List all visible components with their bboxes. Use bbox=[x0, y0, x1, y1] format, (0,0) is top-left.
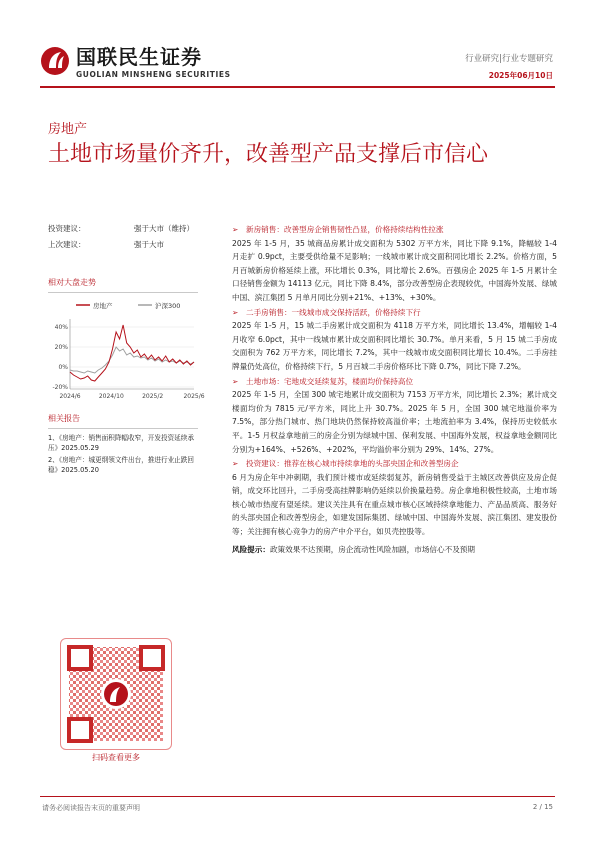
y-tick-label: -20% bbox=[52, 384, 68, 391]
report-date: 2025年06月10日 bbox=[488, 71, 553, 80]
section-heading-text: 土地市场：宅地成交延续复苏，楼面均价保持高位 bbox=[246, 376, 414, 386]
arrow-bullet-icon: ➢ bbox=[232, 376, 239, 386]
legend-label: 房地产 bbox=[93, 302, 113, 310]
risk-warning bbox=[232, 543, 557, 557]
legend-label: 沪深300 bbox=[155, 302, 181, 310]
risk-text: 政策效果不达预期，房企流动性风险加剧，市场信心不及预期 bbox=[269, 544, 475, 554]
page-number: 2 / 15 bbox=[532, 803, 553, 811]
section-text-land-market: 2025 年 1-5 月，全国 300 城宅地累计成交面积为 7153 万平方米，同比增长 2.3%；累计成交楼面均价为 7815 元/平方米，同比上升 30.7%。2025 年 5 月，全国 300 城宅地溢价率为 7.5%，部分热门城市、热门地块仍然保持较高溢价率；土地流拍率为 3.4%，保持历史较低水平。1-5 月权益拿地前三的房企分别为绿城中国、保利发展、中国海外发展，权益拿地金额同比分别为+164%、+526%、+202%，平均溢价率分别为 29%、14%、27%。 bbox=[232, 390, 557, 454]
company-name-cn: 国联民生证券 bbox=[76, 45, 202, 69]
y-tick-label: 0% bbox=[58, 364, 68, 371]
footer-disclaimer: 请务必阅读报告末页的重要声明 bbox=[42, 804, 140, 812]
x-tick-label: 2024/6 bbox=[59, 393, 81, 400]
y-tick-label: 20% bbox=[54, 344, 68, 351]
rating-row bbox=[48, 223, 198, 239]
qr-caption: 扫码查看更多 bbox=[92, 753, 140, 762]
report-type: 行业研究|行业专题研究 bbox=[465, 54, 553, 64]
chart-heading-rule bbox=[48, 292, 198, 293]
company-logo-icon bbox=[40, 46, 70, 76]
related-report-item[interactable]: 2、《房地产：城更纲领文件出台，推进行业止跌回稳》2025.05.20 bbox=[48, 456, 194, 474]
report-title: 土地市场量价齐升，改善型产品支撑后市信心 bbox=[48, 142, 489, 167]
header-divider bbox=[40, 86, 555, 88]
footer-divider bbox=[40, 796, 555, 797]
arrow-bullet-icon: ➢ bbox=[232, 307, 239, 317]
section-heading-second-hand bbox=[232, 306, 557, 320]
qr-code[interactable] bbox=[60, 638, 172, 750]
section-text-investment: 6 月为房企年中冲刺期，我们预计楼市或延续弱复苏，新房销售受益于主城区改善供应及房企促销，成交环比回升，二手房受高挂牌影响仍延续以价换量趋势。房企拿地积极性较高，土地市场核心城市热度有望延续。建议关注具有在重点城市核心区域持续拿地能力、产品品质高、服务好的头部央国企和改善型房企，如建发国际集团、绿城中国、中国海外发展、滨江集团、建发股份等；关注拥有核心竞争力的房产中介平台，如贝壳控股等。 bbox=[232, 472, 557, 537]
qr-code-icon bbox=[61, 639, 171, 749]
sidebar bbox=[48, 223, 205, 477]
series-line-real-estate bbox=[70, 325, 194, 381]
page-header bbox=[0, 0, 595, 90]
arrow-bullet-icon: ➢ bbox=[232, 225, 239, 234]
report-body bbox=[232, 222, 557, 556]
section-heading-investment bbox=[232, 457, 557, 471]
previous-rating-label: 上次建议： bbox=[48, 240, 86, 249]
section-heading-land-market bbox=[232, 375, 557, 389]
rating-value: 强于大市（维持） bbox=[134, 224, 194, 233]
section-heading-new-home bbox=[232, 223, 557, 237]
risk-label: 风险提示： bbox=[232, 544, 270, 554]
section-heading-text: 新房销售：改善型房企销售韧性凸显，价格持续结构性拉涨 bbox=[246, 225, 444, 234]
section-text-second-hand: 2025 年 1-5 月，15 城二手房累计成交面积为 4118 万平方米，同比增长 13.4%，增幅较 1-4 月收窄 6.0pct，其中一线城市累计成交面积同比增长 30.7%。单月来看，5 月 15 城二手房成交面积为 762 万平方米，同比增长 7.2%，其中一线城市成交面积同比增长 10.4%。二手房挂牌量仍处高位，价格持续下行，5 月百城二手房价格环比下降 0.7%，同比下降 7.2%。 bbox=[232, 321, 557, 371]
section-heading-text: 投资建议：推荐在核心城市持续拿地的头部央国企和改善型房企 bbox=[246, 459, 459, 469]
section-heading-text: 二手房销售：一线城市成交保持活跃，价格持续下行 bbox=[246, 307, 421, 317]
related-heading-rule bbox=[48, 428, 198, 429]
x-tick-label: 2024/10 bbox=[98, 393, 124, 400]
section-text-new-home: 2025 年 1-5 月，35 城商品房累计成交面积为 5302 万平方米，同比下降 9.1%，降幅较 1-4 月走扩 0.9pct，主要受供给量不足影响；一线城市累计成交面积同比增长 2.2%。价格方面，5 月百城新房价格延续上涨，环比增长 0.3%，同比增长 2.6%。百强房企 2025 年 1-5 月累计全口径销售金额为 14113 亿元，同比下降 8.4%，部分改善型房企表现较优，中国海外发展、绿城中国、滨江集团 5 月单月同比分别+21%、+13%、+30%。 bbox=[232, 238, 557, 302]
related-report-item[interactable]: 1、《房地产：销售面积降幅收窄，开发投资延续承压》2025.05.29 bbox=[48, 434, 194, 452]
related-reports-heading: 相关报告 bbox=[48, 414, 80, 423]
relative-performance-chart bbox=[48, 297, 205, 407]
chart-heading: 相对大盘走势 bbox=[48, 278, 96, 287]
chart-svg bbox=[48, 297, 205, 407]
arrow-bullet-icon: ➢ bbox=[232, 459, 239, 469]
previous-rating-row bbox=[48, 239, 198, 255]
related-reports-list bbox=[48, 433, 198, 475]
company-name-en: GUOLIAN MINSHENG SECURITIES bbox=[76, 70, 231, 79]
y-tick-label: 40% bbox=[54, 324, 68, 331]
sector-label: 房地产 bbox=[48, 122, 88, 137]
x-tick-label: 2025/6 bbox=[183, 393, 205, 400]
x-tick-label: 2025/2 bbox=[142, 393, 164, 400]
rating-label: 投资建议： bbox=[48, 224, 86, 233]
previous-rating-value: 强于大市 bbox=[134, 240, 164, 249]
